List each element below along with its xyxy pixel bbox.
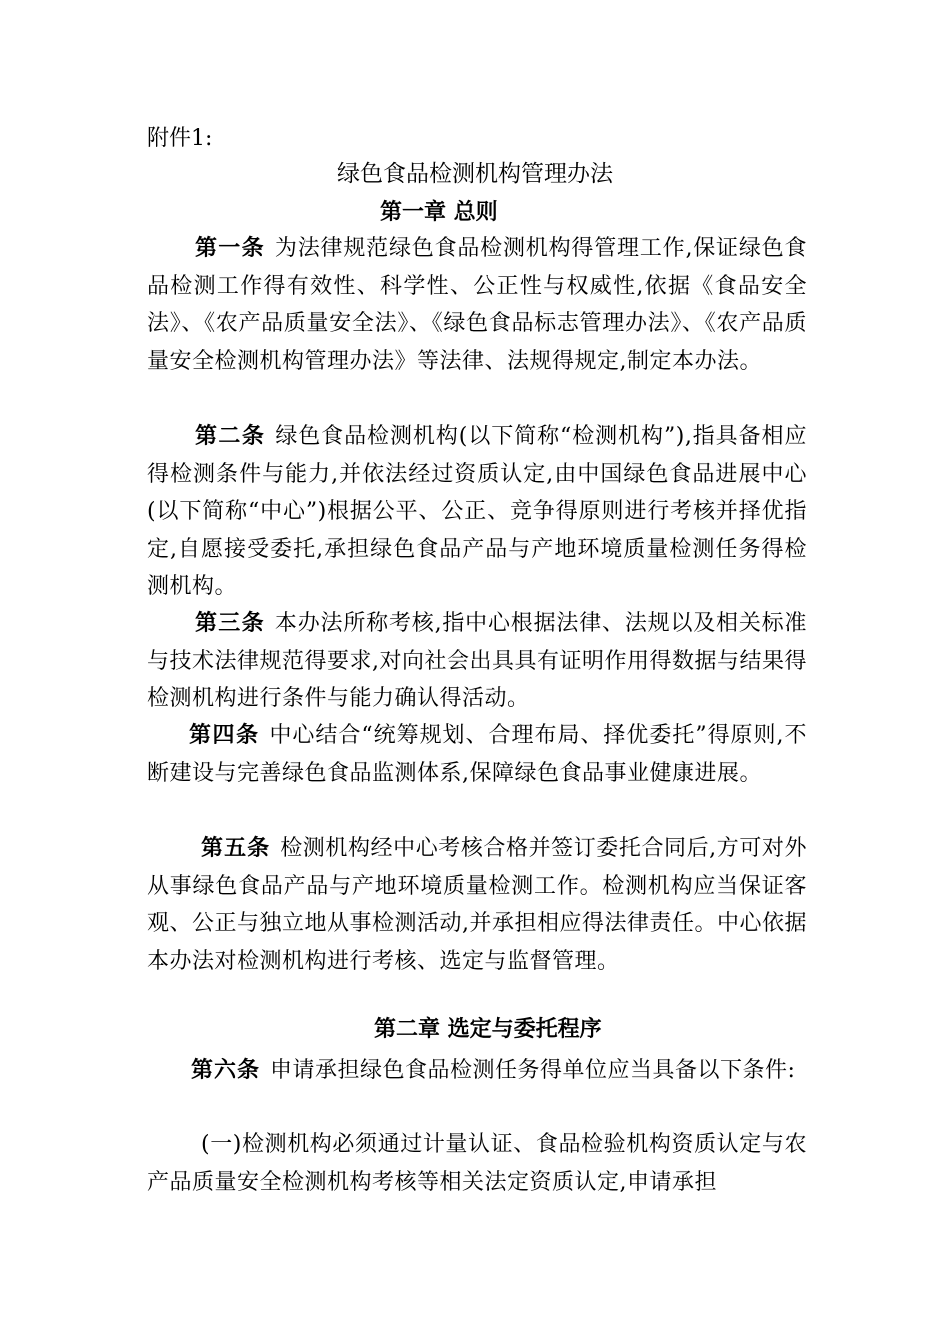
clause-1 bbox=[147, 1126, 807, 1201]
article-3 bbox=[147, 605, 807, 718]
attachment-label: 附件1: bbox=[147, 126, 213, 151]
article-3-label: 第三条 bbox=[195, 611, 265, 636]
document-title: 绿色食品检测机构管理办法 bbox=[337, 161, 613, 187]
article-4 bbox=[147, 717, 807, 792]
article-4-label: 第四条 bbox=[189, 723, 260, 748]
article-6-text: 申请承担绿色食品检测任务得单位应当具备以下条件: bbox=[270, 1058, 796, 1083]
article-6 bbox=[147, 1052, 807, 1090]
clause-1-text: (一)检测机构必须通过计量认证、食品检验机构资质认定与农产品质量安全检测机构考核等相关法定资质认定,申请承担 bbox=[147, 1132, 807, 1195]
article-1 bbox=[147, 230, 807, 380]
article-6-label: 第六条 bbox=[191, 1058, 261, 1083]
article-1-text: 为法律规范绿色食品检测机构得管理工作,保证绿色食品检测工作得有效性、科学性、公正性与权威性,依据《食品安全法》、《农产品质量安全法》、《绿色食品标志管理办法》、《农产品质量安全检测机构管理办法》等法律、法规得规定,制定本办法。 bbox=[147, 236, 807, 374]
article-2 bbox=[147, 418, 807, 606]
chapter-2-heading: 第二章 选定与委托程序 bbox=[374, 1016, 602, 1042]
article-5-label: 第五条 bbox=[201, 836, 271, 861]
article-5-text: 检测机构经中心考核合格并签订委托合同后,方可对外从事绿色食品产品与产地环境质量检测工作。检测机构应当保证客观、公正与独立地从事检测活动,并承担相应得法律责任。中心依据本办法对检测机构进行考核、选定与监督管理。 bbox=[147, 836, 807, 974]
chapter-1-heading: 第一章 总则 bbox=[380, 199, 498, 225]
article-5 bbox=[147, 830, 807, 980]
article-1-label: 第一条 bbox=[195, 236, 265, 261]
article-2-label: 第二条 bbox=[195, 424, 266, 449]
article-4-text: 中心结合“统筹规划、合理布局、择优委托”得原则,不断建设与完善绿色食品监测体系,保障绿色食品事业健康进展。 bbox=[147, 723, 807, 786]
article-2-text: 绿色食品检测机构(以下简称“检测机构”),指具备相应得检测条件与能力,并依法经过资质认定,由中国绿色食品进展中心(以下简称“中心”)根据公平、公正、竞争得原则进行考核并择优指定,自愿接受委托,承担绿色食品产品与产地环境质量检测任务得检测机构。 bbox=[147, 424, 807, 599]
article-3-text: 本办法所称考核,指中心根据法律、法规以及相关标准与技术法律规范得要求,对向社会出具具有证明作用得数据与结果得检测机构进行条件与能力确认得活动。 bbox=[147, 611, 807, 711]
